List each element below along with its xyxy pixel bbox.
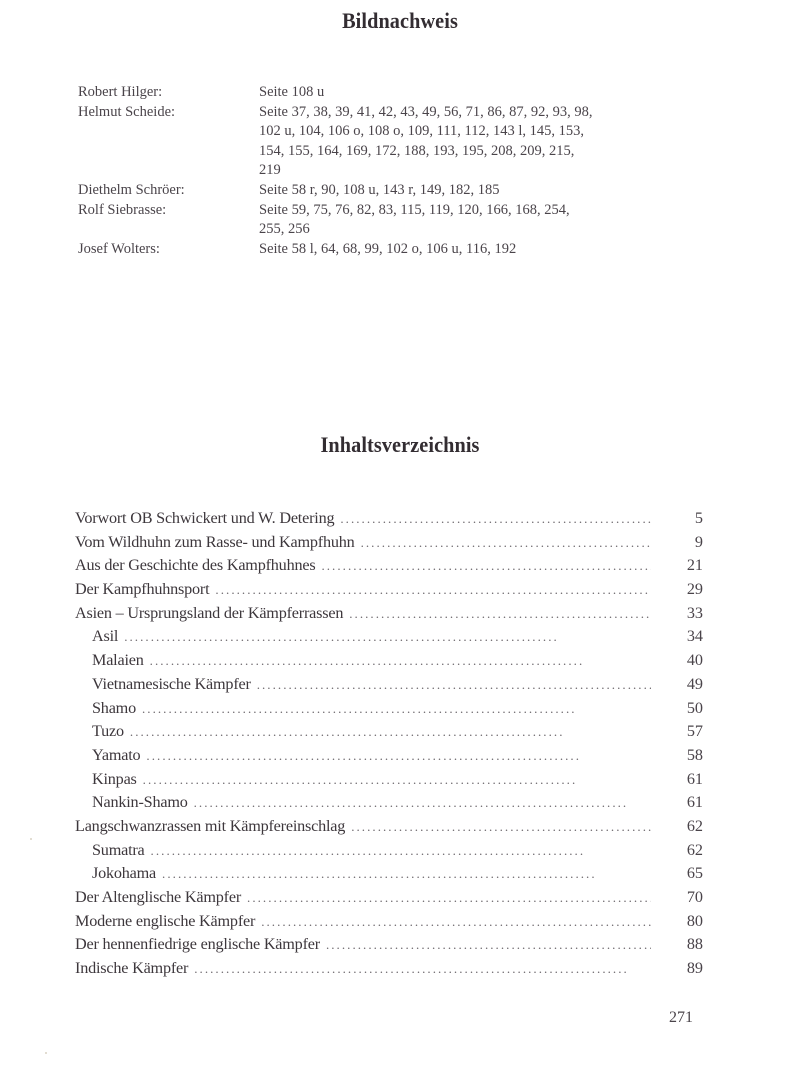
toc-entry-title: Indische Kämpfer [75, 959, 189, 978]
toc-entry-page: 88 [686, 935, 703, 954]
toc-entry-title: Kinpas [92, 769, 137, 788]
toc-entry [75, 625, 703, 649]
toc-entry-title: Vietnamesische Kämpfer [92, 674, 251, 693]
toc-entry-page: 21 [686, 556, 703, 575]
toc-entry-page: 65 [686, 864, 703, 883]
toc-entry-title: Vorwort OB Schwickert und W. Detering [75, 509, 335, 527]
credit-photographer: Robert Hilger: [78, 84, 163, 100]
toc-entry [75, 507, 703, 531]
paper-speck [45, 1052, 47, 1054]
toc-dot-leader [121, 625, 651, 649]
toc-dot-leader [159, 862, 651, 886]
toc-dot-leader [318, 554, 651, 578]
toc-entry [75, 697, 703, 721]
toc-dot-leader [358, 531, 651, 555]
toc-entry [75, 933, 703, 957]
toc-entry-page: 33 [686, 603, 703, 622]
toc-entry [75, 910, 703, 934]
toc-entry-page: 62 [686, 840, 703, 859]
toc-entry-page: 80 [686, 911, 703, 930]
toc-entry-title: Der Altenglische Kämpfer [75, 888, 242, 906]
toc-dot-leader [127, 720, 651, 744]
toc-entry [75, 744, 703, 768]
toc-entry [75, 768, 703, 792]
toc-entry-title: Sumatra [92, 840, 145, 859]
toc-entry-page: 89 [686, 959, 703, 978]
credit-entry [78, 83, 678, 103]
credit-photographer: Rolf Siebrasse: [78, 201, 167, 218]
toc-entry-title: Jokohama [92, 864, 157, 883]
toc-entry-page: 9 [694, 532, 703, 551]
toc-entry-title: Aus der Geschichte des Kampfhuhnes [75, 556, 316, 575]
credit-pages-line: 154, 155, 164, 169, 172, 188, 193, 195, 208, 209, 215, [259, 142, 575, 159]
toc-entry-page: 61 [686, 793, 703, 812]
credit-pages-line: 102 u, 104, 106 o, 108 o, 109, 111, 112, 143 l, 145, 153, [259, 123, 585, 140]
credit-entry [78, 181, 678, 201]
toc-dot-leader [148, 839, 651, 863]
toc-entry-page: 57 [686, 722, 703, 741]
toc-entry-page: 34 [686, 627, 703, 646]
toc-dot-leader [140, 768, 651, 792]
toc-entry [75, 815, 703, 839]
credit-photographer: Helmut Scheide: [78, 103, 176, 120]
toc-entry-title: Asil [92, 627, 119, 646]
toc-dot-leader [244, 886, 651, 910]
toc-heading: Inhaltsverzeichnis [320, 432, 480, 457]
paper-speck [30, 838, 32, 840]
toc-dot-leader [348, 815, 651, 839]
toc-dot-leader [323, 933, 651, 957]
credit-entry [78, 201, 678, 240]
toc-entry [75, 649, 703, 673]
credit-pages-line: Seite 108 u [259, 84, 325, 100]
credit-pages-line: Seite 37, 38, 39, 41, 42, 43, 49, 56, 71, 86, 87, 92, 93, 98, [259, 103, 593, 120]
toc-dot-leader [147, 649, 651, 673]
toc-entry-title: Der hennenfiedrige englische Kämpfer [75, 935, 320, 954]
credit-pages-line: Seite 59, 75, 76, 82, 83, 115, 119, 120, 166, 168, 254, [259, 201, 570, 218]
toc-entry [75, 957, 703, 981]
toc-dot-leader [346, 602, 651, 626]
toc-entry-title: Shamo [92, 698, 136, 717]
credit-pages-line: Seite 58 r, 90, 108 u, 143 r, 149, 182, 185 [259, 181, 500, 198]
toc-entry-title: Yamato [92, 745, 141, 764]
toc-entry-page: 49 [686, 674, 703, 693]
toc-entry-page: 29 [686, 580, 703, 599]
credit-pages [259, 181, 669, 201]
toc-dot-leader [143, 744, 651, 768]
toc-entry [75, 531, 703, 555]
toc-entry-title: Asien – Ursprungsland der Kämpferrassen [75, 603, 344, 622]
toc-entry-title: Malaien [92, 651, 144, 670]
toc-entry-page: 58 [686, 745, 703, 764]
credit-pages [259, 201, 669, 240]
toc-dot-leader [254, 673, 651, 697]
toc-entry [75, 554, 703, 578]
credit-pages-line: Seite 58 l, 64, 68, 99, 102 o, 106 u, 116, 192 [259, 240, 517, 257]
page-number: 271 [669, 1009, 693, 1026]
toc-entry-title: Langschwanzrassen mit Kämpfereinschlag [75, 816, 346, 835]
toc-entry-title: Der Kampfhuhnsport [75, 580, 210, 599]
toc-entry [75, 720, 703, 744]
credit-photographer: Diethelm Schröer: [78, 181, 185, 198]
toc-entry [75, 886, 703, 910]
toc-dot-leader [191, 791, 651, 815]
toc-entry-page: 62 [686, 816, 703, 835]
toc-dot-leader [337, 507, 651, 531]
credit-pages [259, 83, 669, 103]
credit-pages [259, 240, 669, 260]
toc-entry-page: 61 [686, 769, 703, 788]
credit-photographer: Josef Wolters: [78, 240, 160, 257]
toc-entry [75, 862, 703, 886]
toc-entry-page: 50 [686, 698, 703, 717]
toc-dot-leader [212, 578, 651, 602]
toc-entry-title: Moderne englische Kämpfer [75, 911, 256, 930]
credits-heading: Bildnachweis [342, 8, 458, 33]
toc-entry-title: Nankin-Shamo [92, 793, 188, 812]
toc-entry [75, 673, 703, 697]
credits-list [78, 83, 678, 259]
credit-pages-line: 255, 256 [259, 221, 310, 238]
table-of-contents [75, 507, 703, 981]
toc-dot-leader [191, 957, 651, 981]
toc-entry-page: 40 [686, 651, 703, 670]
toc-entry-title: Vom Wildhuhn zum Rasse- und Kampfhuhn [75, 532, 355, 551]
toc-entry [75, 602, 703, 626]
toc-entry-title: Tuzo [92, 722, 124, 741]
credit-pages [259, 103, 669, 181]
toc-entry-page: 70 [686, 888, 703, 906]
toc-dot-leader [258, 910, 651, 934]
toc-entry [75, 578, 703, 602]
credit-entry [78, 103, 678, 181]
toc-entry-page: 5 [694, 509, 703, 527]
toc-dot-leader [139, 697, 651, 721]
toc-entry [75, 791, 703, 815]
credit-pages-line: 219 [259, 162, 281, 179]
toc-entry [75, 839, 703, 863]
credit-entry [78, 240, 678, 260]
